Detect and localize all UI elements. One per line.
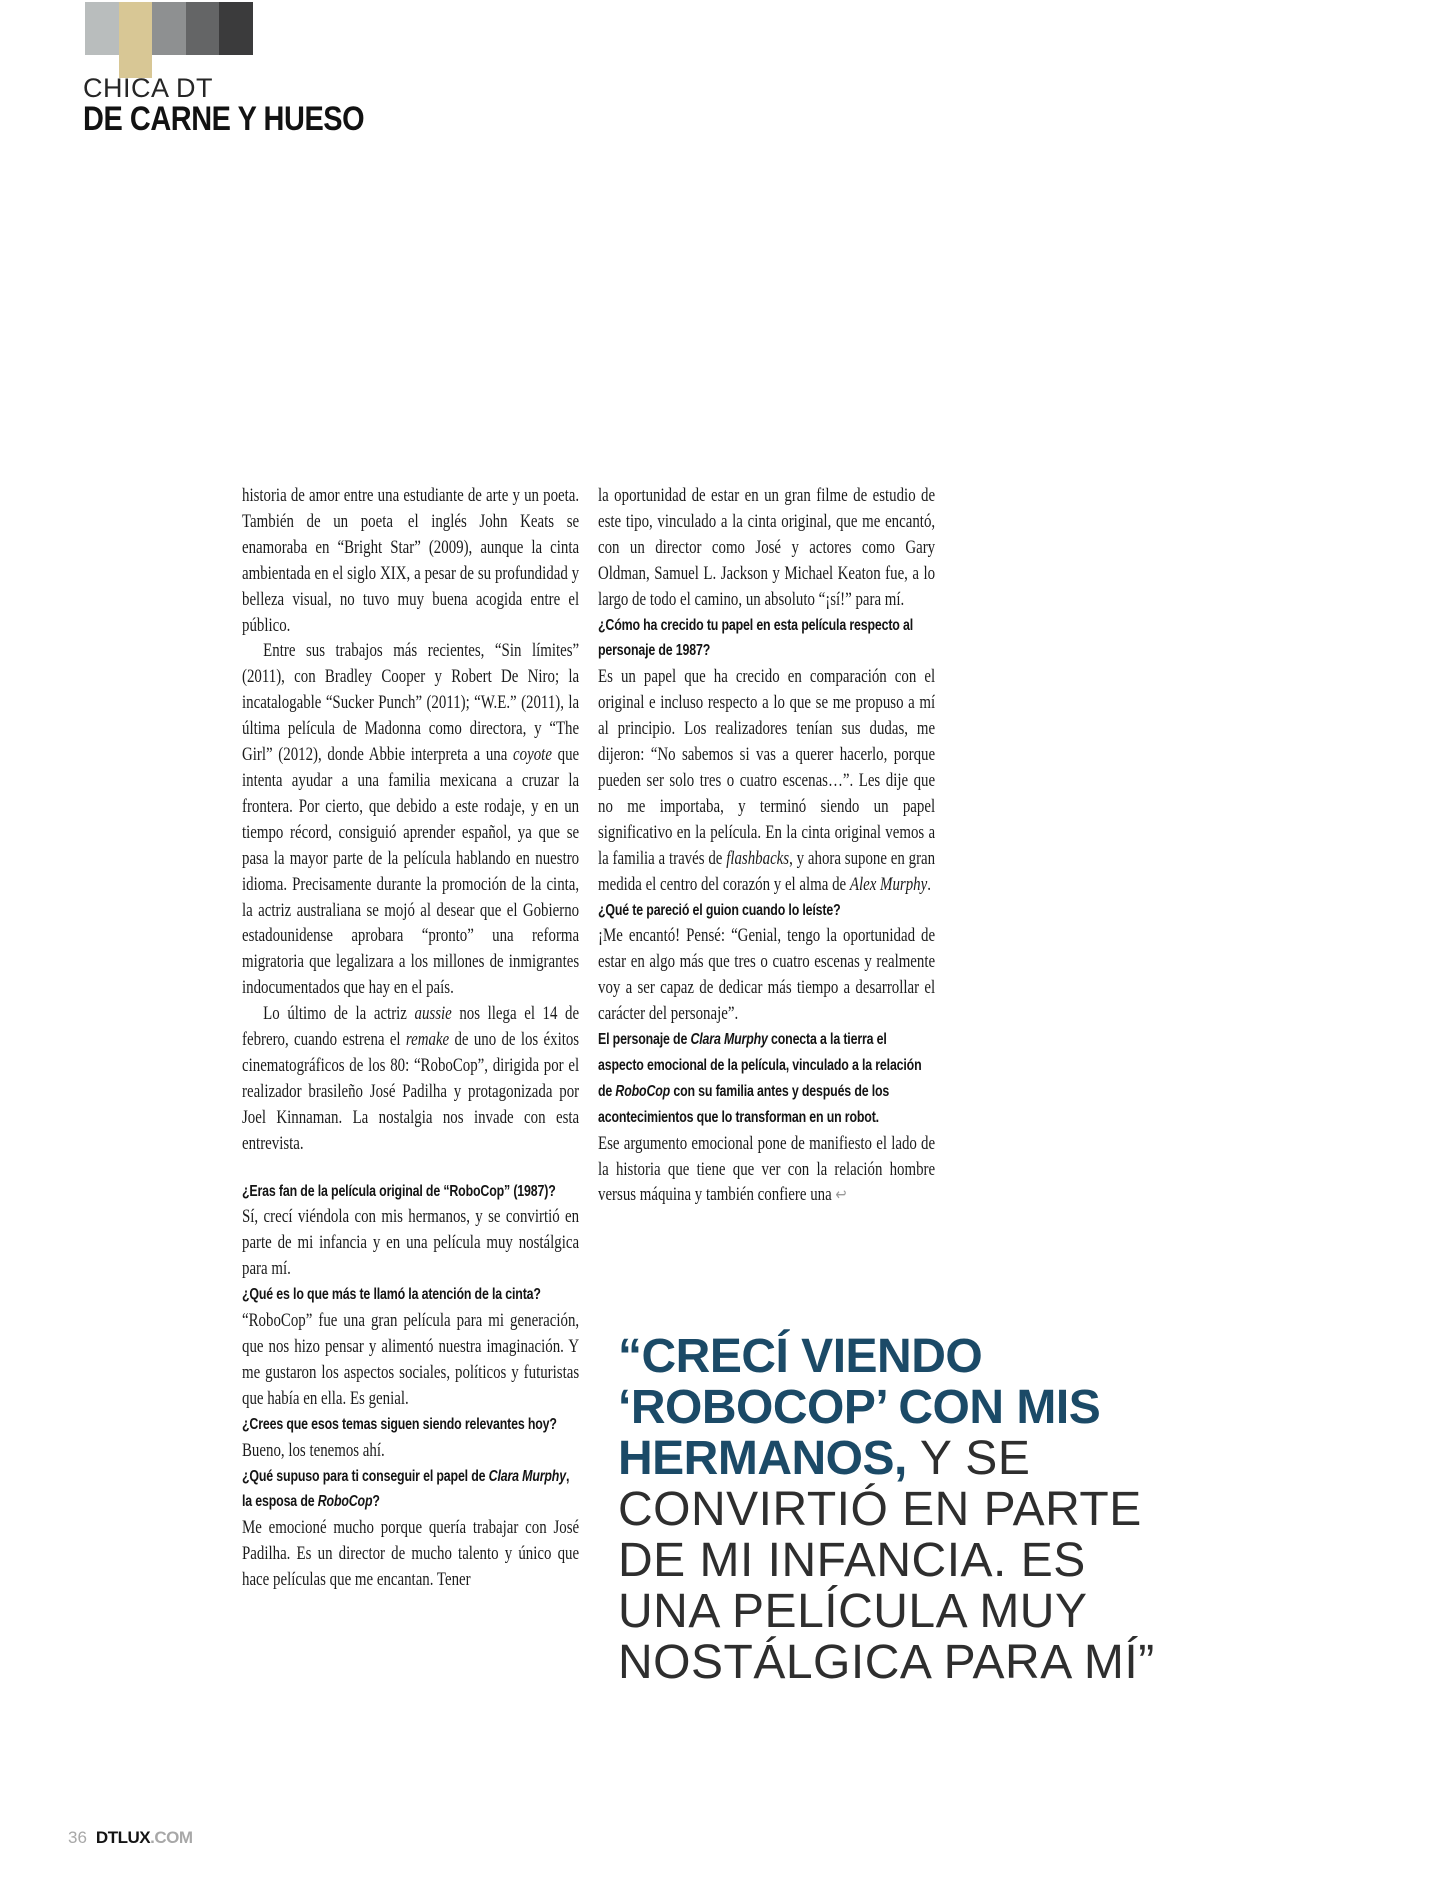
interview-question: ¿Qué es lo que más te llamó la atención de la cinta? bbox=[242, 1286, 541, 1304]
pull-quote-thin-text: Y SE bbox=[906, 1432, 1031, 1485]
body-paragraph: “RoboCop” fue una gran película para mi generación, que nos hizo pensar y alimentó nuestra imaginación. Y me gustaron los aspectos sociales, políticos y futuristas que había en ella. Es genial. bbox=[242, 1310, 580, 1409]
pull-quote-thin-text: UNA PELÍCULA MUY bbox=[618, 1585, 1088, 1638]
continuation-arrow-icon: ↩ bbox=[835, 1185, 847, 1206]
site-brand-suffix: .COM bbox=[150, 1828, 193, 1847]
body-paragraph: la oportunidad de estar en un gran filme de estudio de este tipo, vinculado a la cinta original, que me encantó, con un director como José y actores como Gary Oldman, Samuel L. Jackson y Michael Keaton fue, a lo largo de todo el camino, un absoluto “¡sí!” para mí. bbox=[598, 485, 936, 610]
pull-quote-line bbox=[618, 1331, 1278, 1382]
body-paragraph: historia de amor entre una estudiante de arte y un poeta. También de un poeta el inglés John Keats se enamoraba en “Bright Star” (2009), aunque la cinta ambientada en el siglo XIX, a pesar de su profundidad y belleza visual, no tuvo muy buena acogida entre el público. bbox=[242, 485, 580, 636]
logo-block-lightgray bbox=[85, 2, 119, 55]
pull-quote-line bbox=[618, 1535, 1278, 1586]
logo-block-tan bbox=[119, 2, 153, 78]
page-footer bbox=[68, 1828, 192, 1848]
pull-quote-line bbox=[618, 1586, 1278, 1637]
section-kicker: CHICA DT bbox=[83, 73, 214, 103]
dt-logo bbox=[85, 2, 253, 78]
pull-quote-line bbox=[618, 1484, 1278, 1535]
body-paragraph: ¡Me encantó! Pensé: “Genial, tengo la oportunidad de estar en algo más que tres o cuatro escenas y realmente voy a ser capaz de dedicar más tiempo a desarrollar el carácter del personaje”. bbox=[598, 925, 936, 1025]
body-paragraph: Bueno, los tenemos ahí. bbox=[242, 1439, 385, 1461]
section-title: DE CARNE Y HUESO bbox=[83, 100, 365, 138]
pull-quote-bold-text: ‘ROBOCOP’ CON MIS bbox=[618, 1381, 1101, 1434]
pull-quote-thin-text: NOSTÁLGICA PARA MÍ” bbox=[618, 1636, 1155, 1689]
paragraph-gap bbox=[242, 1157, 579, 1179]
interview-question: ¿Qué supuso para ti conseguir el papel de Clara Murphy, la esposa de RoboCop? bbox=[242, 1467, 570, 1511]
body-paragraph: Es un papel que ha crecido en comparación con el original e incluso respecto a lo que se me propuso a mí al principio. Los realizadores tenían sus dudas, me dijeron: “No sabemos si vas a querer hacerlo, porque pueden ser solo tres o cuatro escenas…”. Les dije que no me importaba, y terminó siendo un papel significativo en la película. En la cinta original vemos a la familia a través de flashbacks, y ahora supone en gran medida el centro del corazón y el alma de Alex Murphy. bbox=[598, 666, 936, 895]
pull-quote bbox=[618, 1331, 1278, 1688]
logo-block-darkgray bbox=[186, 2, 220, 55]
pull-quote-bold-text: HERMANOS, bbox=[618, 1432, 907, 1485]
article-column-left bbox=[242, 483, 579, 1593]
body-paragraph: Ese argumento emocional pone de manifiesto el lado de la historia que tiene que ver con la relación hombre versus máquina y también confiere una ↩ bbox=[598, 1132, 936, 1206]
pull-quote-line bbox=[618, 1382, 1278, 1433]
body-paragraph: Me emocioné mucho porque quería trabajar con José Padilha. Es un director de mucho talento y único que hace películas que me encantan. Tener bbox=[242, 1517, 580, 1591]
article-column-right bbox=[598, 483, 935, 1209]
logo-block-midgray bbox=[152, 2, 186, 55]
interview-question: ¿Qué te pareció el guion cuando lo leíste? bbox=[598, 901, 841, 919]
logo-block-charcoal bbox=[219, 2, 253, 55]
site-brand: DTLUX bbox=[95, 1828, 151, 1847]
interview-question: El personaje de Clara Murphy conecta a la tierra el aspecto emocional de la película, vinculado a la relación de RoboCop con su familia antes y después de los acontecimientos que lo transforman en un robot. bbox=[598, 1031, 922, 1126]
pull-quote-thin-text: CONVIRTIÓ EN PARTE bbox=[618, 1483, 1142, 1536]
pull-quote-bold-text: “CRECÍ VIENDO bbox=[618, 1330, 983, 1383]
pull-quote-line bbox=[618, 1433, 1278, 1484]
body-paragraph: Sí, crecí viéndola con mis hermanos, y se convirtió en parte de mi infancia y en una película muy nostálgica para mí. bbox=[242, 1206, 580, 1280]
body-paragraph: Entre sus trabajos más recientes, “Sin límites” (2011), con Bradley Cooper y Robert De Niro; la incatalogable “Sucker Punch” (2011); “W.E.” (2011), la última película de Madonna como directora, y “The Girl” (2012), donde Abbie interpreta a una coyote que intenta ayudar a una familia mexicana a cruzar la frontera. Por cierto, que debido a este rodaje, y en un tiempo récord, consiguió aprender español, ya que se pasa la mayor parte de la película hablando en nuestro idioma. Precisamente durante la promoción de la cinta, la actriz australiana se mojó al desear que el Gobierno estadounidense aprobara “pronto” una reforma migratoria que legalizara a los millones de inmigrantes indocumentados que hay en el país. bbox=[242, 640, 580, 999]
pull-quote-thin-text: DE MI INFANCIA. ES bbox=[618, 1534, 1086, 1587]
page-number: 36 bbox=[68, 1828, 87, 1847]
body-paragraph: Lo último de la actriz aussie nos llega el 14 de febrero, cuando estrena el remake de uno de los éxitos cinematográficos de los 80: “RoboCop”, dirigida por el realizador brasileño José Padilha y protagonizada por Joel Kinnaman. La nostalgia nos invade con esta entrevista. bbox=[242, 1003, 580, 1154]
pull-quote-line bbox=[618, 1637, 1278, 1688]
interview-question: ¿Eras fan de la película original de “RoboCop” (1987)? bbox=[242, 1182, 556, 1200]
interview-question: ¿Crees que esos temas siguen siendo relevantes hoy? bbox=[242, 1415, 557, 1433]
interview-question: ¿Cómo ha crecido tu papel en esta película respecto al personaje de 1987? bbox=[598, 616, 914, 660]
